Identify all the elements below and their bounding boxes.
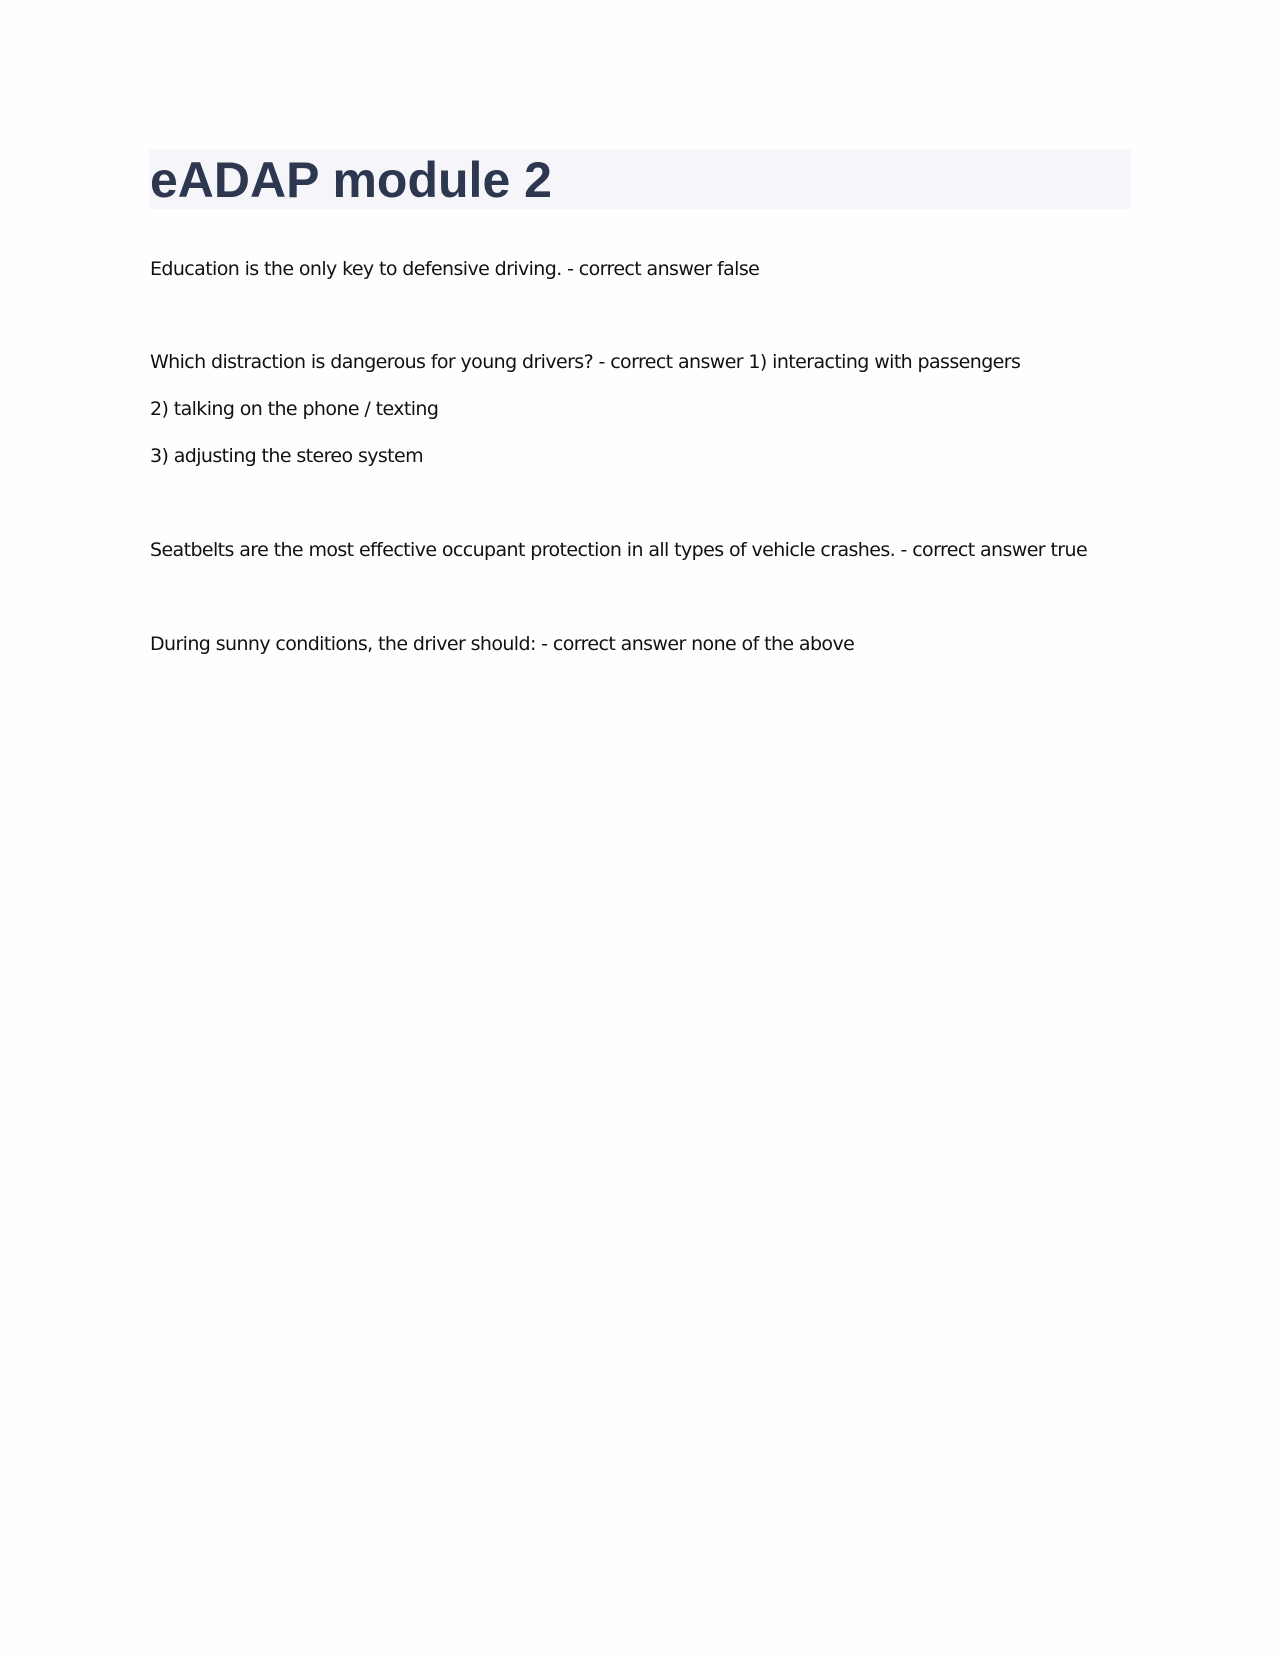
question-2-answer-2: 2) talking on the phone / texting — [150, 398, 439, 420]
page-title: eADAP module 2 — [150, 152, 552, 208]
question-2: Which distraction is dangerous for young drivers? - correct answer 1) interacting with passengers — [150, 351, 1021, 373]
question-3: Seatbelts are the most effective occupant protection in all types of vehicle crashes. - correct answer true — [150, 539, 1088, 561]
question-2-answer-3: 3) adjusting the stereo system — [150, 445, 424, 467]
question-1: Education is the only key to defensive driving. - correct answer false — [150, 258, 760, 280]
question-4: During sunny conditions, the driver should: - correct answer none of the above — [150, 633, 855, 655]
